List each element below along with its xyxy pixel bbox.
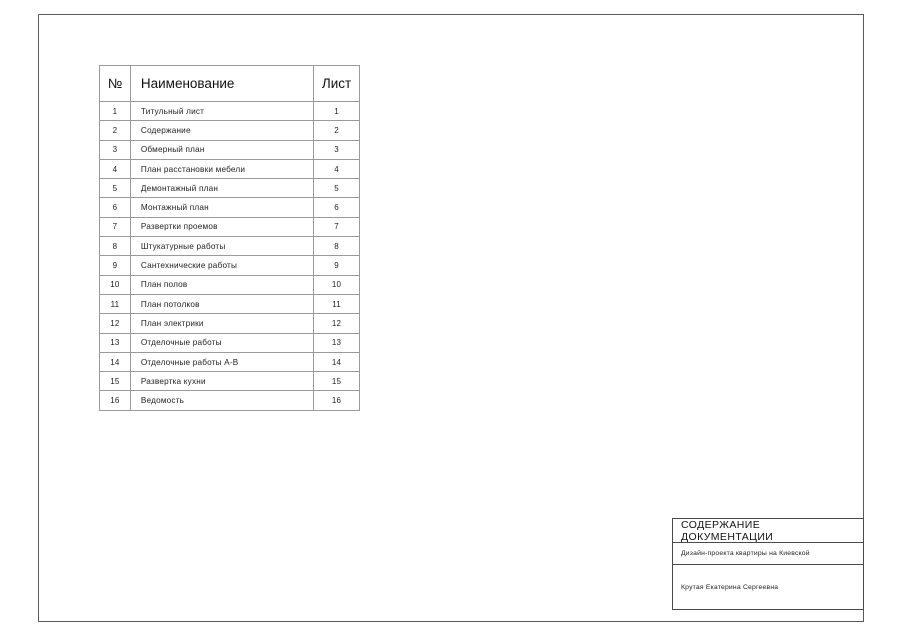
row-number: 16 <box>100 391 131 410</box>
table-row <box>100 333 360 352</box>
table-row <box>100 140 360 159</box>
table-row <box>100 198 360 217</box>
row-name: План расстановки мебели <box>130 159 313 178</box>
row-sheet: 5 <box>314 179 360 198</box>
row-name: Отделочные работы А-В <box>130 352 313 371</box>
row-number: 5 <box>100 179 131 198</box>
row-sheet: 7 <box>314 217 360 236</box>
row-number: 3 <box>100 140 131 159</box>
row-name: Демонтажный план <box>130 179 313 198</box>
row-name: План потолков <box>130 294 313 313</box>
row-number: 13 <box>100 333 131 352</box>
table-row <box>100 352 360 371</box>
contents-table-body <box>100 102 360 411</box>
column-header-name: Наименование <box>130 66 313 102</box>
row-sheet: 4 <box>314 159 360 178</box>
table-row <box>100 179 360 198</box>
row-sheet: 9 <box>314 256 360 275</box>
row-name: Монтажный план <box>130 198 313 217</box>
row-name: Титульный лист <box>130 102 313 121</box>
table-row <box>100 102 360 121</box>
contents-table <box>99 65 360 411</box>
table-header-row <box>100 66 360 102</box>
row-number: 2 <box>100 121 131 140</box>
row-sheet: 13 <box>314 333 360 352</box>
table-row <box>100 159 360 178</box>
row-name: Ведомость <box>130 391 313 410</box>
table-row <box>100 275 360 294</box>
row-name: Развертки проемов <box>130 217 313 236</box>
row-name: План электрики <box>130 314 313 333</box>
row-sheet: 11 <box>314 294 360 313</box>
row-name: Содержание <box>130 121 313 140</box>
row-number: 6 <box>100 198 131 217</box>
table-row <box>100 314 360 333</box>
table-row <box>100 237 360 256</box>
row-number: 11 <box>100 294 131 313</box>
row-sheet: 6 <box>314 198 360 217</box>
row-sheet: 16 <box>314 391 360 410</box>
table-row <box>100 256 360 275</box>
row-sheet: 2 <box>314 121 360 140</box>
row-number: 10 <box>100 275 131 294</box>
title-block <box>672 518 864 610</box>
row-number: 7 <box>100 217 131 236</box>
row-name: Сантехнические работы <box>130 256 313 275</box>
column-header-sheet: Лист <box>314 66 360 102</box>
contents-table-head <box>100 66 360 102</box>
table-row <box>100 217 360 236</box>
table-row <box>100 294 360 313</box>
row-number: 4 <box>100 159 131 178</box>
row-name: Штукатурные работы <box>130 237 313 256</box>
title-block-subtitle: Дизайн-проекта квартиры на Киевской <box>673 543 863 565</box>
table-row <box>100 372 360 391</box>
row-number: 9 <box>100 256 131 275</box>
table-row <box>100 391 360 410</box>
row-name: Обмерный план <box>130 140 313 159</box>
row-number: 12 <box>100 314 131 333</box>
table-row <box>100 121 360 140</box>
row-sheet: 3 <box>314 140 360 159</box>
row-sheet: 8 <box>314 237 360 256</box>
title-block-author: Крутая Екатерина Сергеевна <box>681 583 779 591</box>
row-sheet: 15 <box>314 372 360 391</box>
row-number: 1 <box>100 102 131 121</box>
row-number: 15 <box>100 372 131 391</box>
row-name: План полов <box>130 275 313 294</box>
row-number: 8 <box>100 237 131 256</box>
row-sheet: 1 <box>314 102 360 121</box>
row-number: 14 <box>100 352 131 371</box>
row-sheet: 12 <box>314 314 360 333</box>
row-sheet: 14 <box>314 352 360 371</box>
column-header-number: № <box>100 66 131 102</box>
title-block-title: СОДЕРЖАНИЕ ДОКУМЕНТАЦИИ <box>673 519 863 543</box>
row-sheet: 10 <box>314 275 360 294</box>
row-name: Развертка кухни <box>130 372 313 391</box>
row-name: Отделочные работы <box>130 333 313 352</box>
